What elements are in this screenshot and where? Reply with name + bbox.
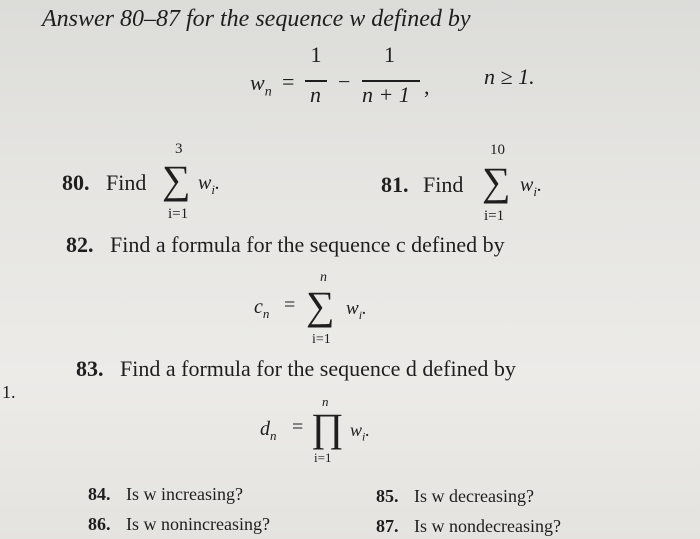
p81-label: Find [423, 172, 464, 197]
p83-text: Find a formula for the sequence d defined by [120, 356, 516, 381]
summation-symbol: ∑ [482, 159, 511, 204]
p84-number: 84. [88, 484, 111, 504]
p83-number: 83. [76, 356, 104, 381]
def-condition: n ≥ 1. [484, 64, 535, 89]
p83-term: $w_i$. [350, 420, 370, 444]
summation-symbol: ∑ [306, 283, 335, 328]
def-frac-2-den: n + 1 [362, 82, 410, 107]
p83-lhs: $d_n$ [260, 418, 277, 443]
p86-number: 86. [88, 514, 111, 534]
p83-lower: i=1 [314, 450, 332, 465]
p83-upper: n [322, 394, 329, 409]
def-minus: − [338, 69, 351, 94]
p82-lower: i=1 [312, 332, 331, 347]
def-comma: , [424, 74, 430, 99]
p87-number: 87. [376, 516, 399, 536]
p80-upper: 3 [175, 141, 183, 157]
p80-term: $w_i$. [198, 172, 220, 197]
def-frac-1-num: 1 [310, 42, 322, 67]
p82-equals: = [284, 294, 296, 316]
p82-text: Find a formula for the sequence c defined by [110, 232, 505, 257]
p81-lower: i=1 [484, 208, 505, 224]
product-symbol: ∏ [311, 405, 344, 450]
p81-term: $w_i$. [520, 174, 542, 199]
p80-label: Find [106, 170, 147, 195]
margin-number: 1. [2, 382, 16, 402]
def-frac-1-den: n [310, 82, 321, 107]
p81-number: 81. [381, 172, 409, 197]
p83-equals: = [292, 416, 304, 438]
p87-text: Is w nondecreasing? [414, 516, 561, 536]
header-instruction: Answer 80–87 for the sequence w defined by [42, 6, 471, 32]
p81-upper: 10 [490, 142, 505, 158]
p80-lower: i=1 [168, 206, 189, 222]
p82-number: 82. [66, 232, 94, 257]
def-equals: = [282, 69, 295, 94]
p85-number: 85. [376, 486, 399, 506]
def-lhs: $w_n$ [250, 70, 272, 100]
def-frac-2-num: 1 [384, 42, 395, 67]
p86-text: Is w nonincreasing? [126, 514, 270, 534]
p82-lhs: $c_n$ [254, 296, 270, 321]
p82-term: $w_i$. [346, 298, 367, 322]
p82-upper: n [320, 270, 327, 285]
p80-number: 80. [62, 170, 90, 195]
summation-symbol: ∑ [162, 157, 191, 202]
def-frac-1 [303, 42, 329, 68]
p84-text: Is w increasing? [126, 484, 243, 504]
p85-text: Is w decreasing? [414, 486, 534, 506]
